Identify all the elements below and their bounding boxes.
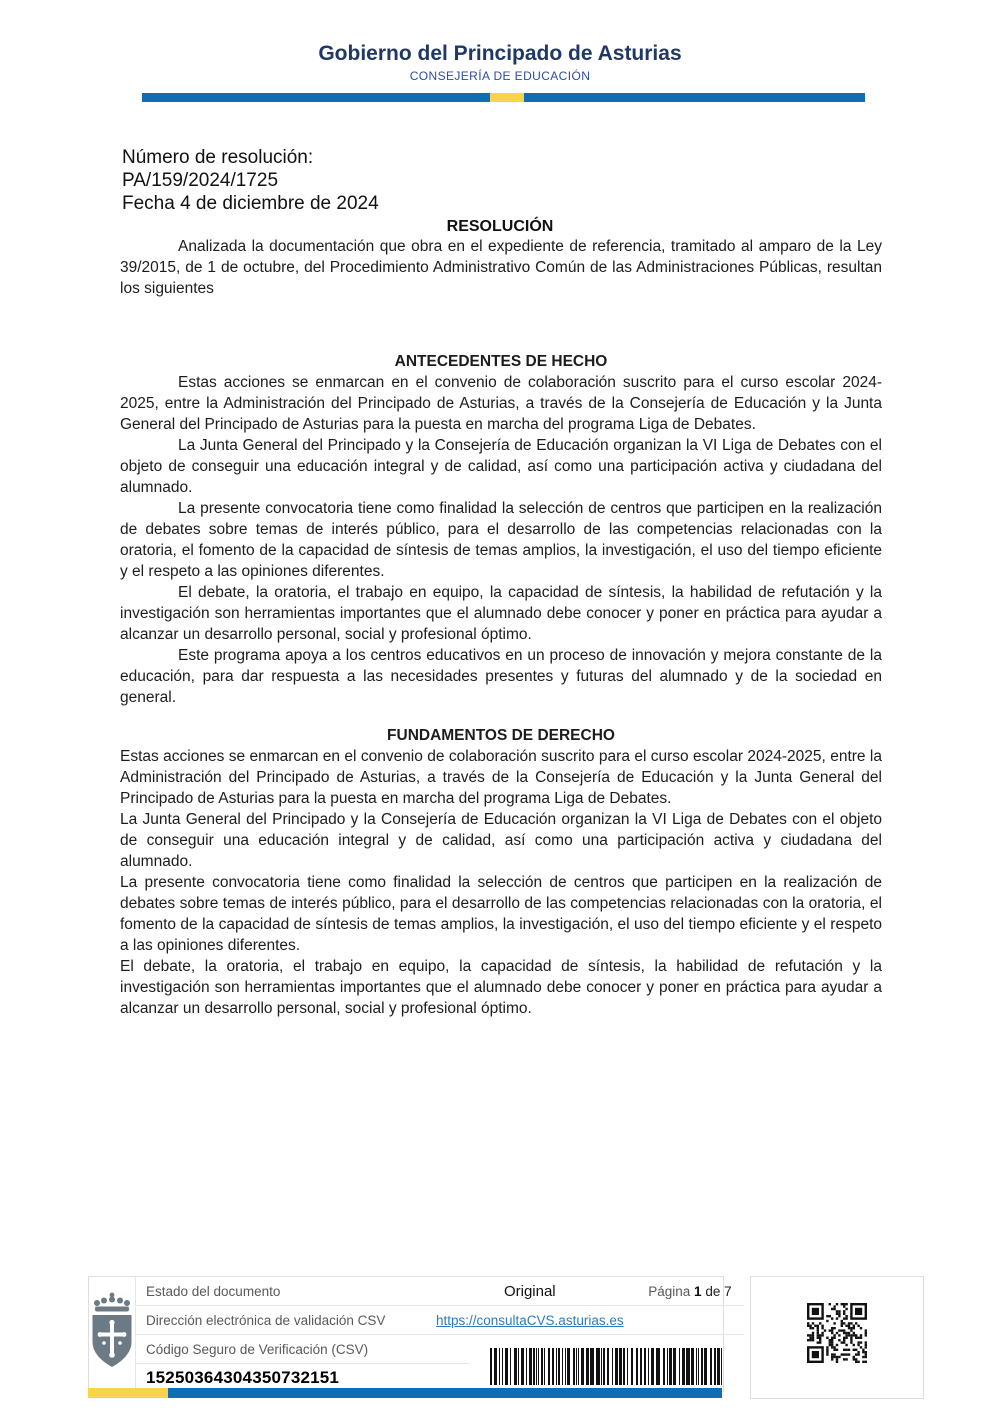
header-rule-yellow-segment [490,93,524,102]
paragraph: Estas acciones se enmarcan en el convenio de colaboración suscrito para el curso escolar 2024-2025, entre la Administración del Principado de Asturias, a través de la Consejería de Educación y la Junta General del Principado de Asturias para la puesta en marcha del programa Liga de Debates. [120,748,882,807]
csv-validation-box [88,1276,732,1392]
department-subtitle: CONSEJERÍA DE EDUCACIÓN [409,69,591,83]
asturias-shield-icon [89,1291,135,1378]
paragraph: La Junta General del Principado y la Consejería de Educación organizan la VI Liga de Debates con el objeto de conseguir una educación integral y de calidad, así como una participación activa y ciudadana del alumnado. [120,811,882,870]
paragraph: Estas acciones se enmarcan en el convenio de colaboración suscrito para el curso escolar 2024-2025, entre la Administración del Principado de Asturias, a través de la Consejería de Educación y la Junta General del Principado de Asturias para la puesta en marcha del programa Liga de Debates. [120,374,882,433]
document-body [0,236,1000,1019]
csv-url-row [136,1305,744,1334]
paragraph: El debate, la oratoria, el trabajo en equipo, la capacidad de síntesis, la habilidad de refutación y la investigación son herramientas importantes que el alumnado debe conocer y poner en práctica para ayudar a alcanzar un desarrollo personal, social y profesional óptimo. [120,958,882,1017]
page-number: 1 [694,1283,702,1299]
section-heading-antecedentes: ANTECEDENTES DE HECHO [394,353,608,370]
letterhead [0,0,1000,102]
resolution-number-value: PA/159/2024/1725 [122,170,279,191]
paragraph: La presente convocatoria tiene como finalidad la selección de centros que participen en la realización de debates sobre temas de interés público, para el desarrollo de las competencias relacionadas con la oratoria, el fomento de la capacidad de síntesis de temas amplios, la investigación, el uso del tiempo eficiente y el respeto a las opiniones diferentes. [120,874,882,954]
resolution-date: Fecha 4 de diciembre de 2024 [122,193,379,214]
paragraph: El debate, la oratoria, el trabajo en equipo, la capacidad de síntesis, la habilidad de refutación y la investigación son herramientas importantes que el alumnado debe conocer y poner en práctica para ayudar a alcanzar un desarrollo personal, social y profesional óptimo. [120,584,882,643]
document-title: RESOLUCIÓN [446,218,554,235]
estado-value: Original [503,1282,556,1300]
footer-rule [88,1388,722,1398]
intro-paragraph: Analizada la documentación que obra en el expediente de referencia, tramitado al amparo de la Ley 39/2015, de 1 de octubre, del Procedimiento Administrativo Común de las Administraciones Públicas, resultan los siguientes [120,238,882,297]
resolution-meta [122,146,1000,215]
qr-code [807,1277,867,1368]
barcode [469,1335,744,1392]
csv-code-value: 15250364304350732151 [136,1363,469,1392]
paragraph: La presente convocatoria tiene como finalidad la selección de centros que participen en la realización de debates sobre temas de interés público, para el desarrollo de las competencias relacionadas con la oratoria, el fomento de la capacidad de síntesis de temas amplios, la investigación, el uso del tiempo eficiente y el respeto a las opiniones diferentes. [120,500,882,580]
paragraph: Este programa apoya a los centros educativos en un proceso de innovación y mejora constante de la educación, para dar respuesta a las necesidades presentes y futuras del alumnado y de la sociedad en general. [120,647,882,706]
csv-rows [136,1277,744,1392]
page-indicator: Página 1 de 7 [648,1283,732,1299]
estado-label: Estado del documento [146,1283,281,1299]
qr-code-box [750,1276,924,1399]
estado-row [136,1277,744,1305]
paragraph: La Junta General del Principado y la Consejería de Educación organizan la VI Liga de Debates con el objeto de conseguir una educación integral y de calidad, así como una participación activa y ciudadana del alumnado. [120,437,882,496]
header-rule [142,93,865,102]
csv-url-label: Dirección electrónica de validación CSV [146,1312,386,1328]
page-total: de 7 [705,1283,732,1299]
footer-rule-yellow-segment [88,1388,168,1398]
csv-code-rows [136,1334,744,1392]
section-heading-fundamentos: FUNDAMENTOS DE DERECHO [387,727,615,744]
csv-code-label: Código Seguro de Verificación (CSV) [146,1341,369,1357]
footer-rule-blue-segment [168,1388,722,1398]
government-title: Gobierno del Principado de Asturias [318,42,682,65]
resolution-number-label: Número de resolución: [122,147,314,168]
logo-column [89,1277,136,1392]
csv-validation-link[interactable]: https://consultaCVS.asturias.es [436,1312,624,1328]
